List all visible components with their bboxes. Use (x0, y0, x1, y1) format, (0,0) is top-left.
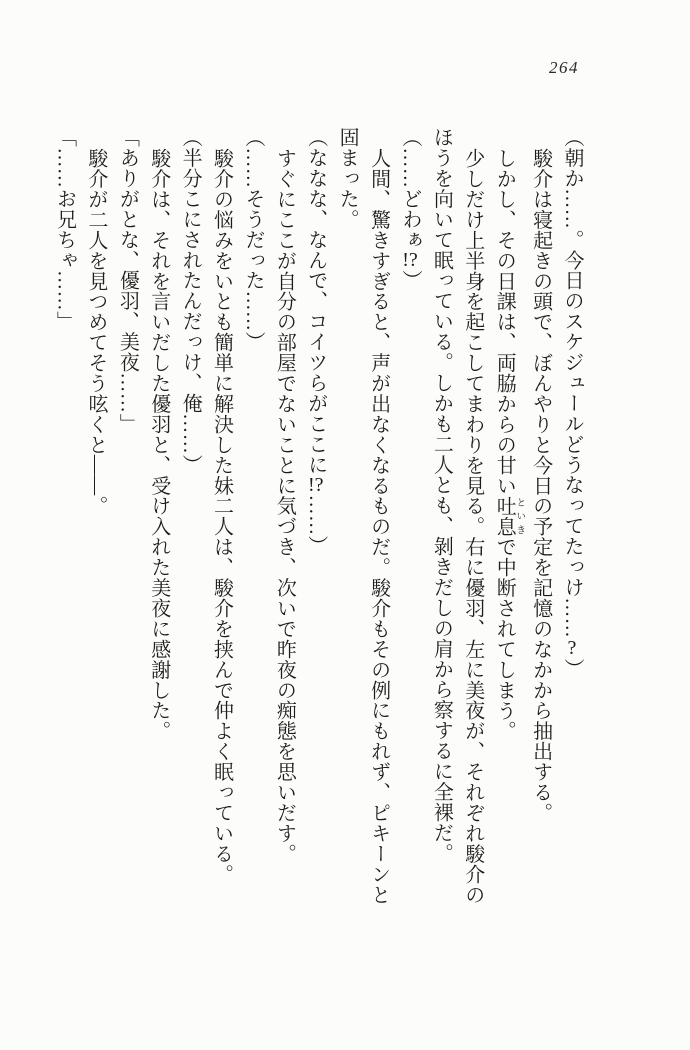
text-column: 少しだけ上半身を起こしてまわりを見る。右に優羽、左に美夜が、それぞれ駿介の (461, 148, 484, 905)
text-column: （……どわぁ!?） (398, 127, 421, 291)
text-column: （半分こにされたんだっけ、俺……） (179, 127, 202, 475)
text-column: しかし、その日課は、両脇からの甘い吐息 といきで中断されてしまう。 (493, 148, 525, 742)
tate-chu-yoko: ? (567, 638, 577, 659)
text-column: （朝か……。今日のスケジュールどうなってたっけ……?） (561, 127, 583, 679)
text-column: （……そうだった……） (241, 127, 264, 352)
text-column: 駿介が二人を見つめてそう呟くと――。 (84, 148, 107, 517)
text-column: 駿介は、それを言いだした優羽と、受け入れた美夜に感謝した。 (147, 148, 170, 742)
text-column: 「ありがとな、優羽、美夜……」 (116, 127, 139, 434)
text-column: 駿介の悩みをいとも簡単に解決した妹二人は、駿介を挟んで仲よく眠っている。 (210, 148, 233, 885)
page-number: 264 (549, 58, 579, 77)
text-column: 駿介は寝起きの頭で、ぼんやりと今日の予定を記憶のなかから抽出する。 (529, 148, 552, 823)
text-column: ほうを向いて眠っている。しかも二人とも、剝きだしの肩から察するに全裸だ。 (430, 127, 453, 864)
tate-chu-yoko: !? (307, 474, 324, 495)
text-column: （ななな、なんで、コイツらがここに!?……） (304, 127, 327, 557)
page-text (51, 127, 587, 927)
text-column: 「……お兄ちゃ……」 (53, 127, 76, 332)
text-column: 人間、驚きすぎると、声が出なくなるものだ。駿介もその例にもれず、ピキーンと (367, 148, 390, 905)
text-column: すぐにここが自分の部屋でないことに気づき、次いで昨夜の痴態を思いだす。 (273, 148, 296, 864)
text-column: 固まった。 (336, 127, 359, 230)
tate-chu-yoko: !? (402, 249, 418, 270)
